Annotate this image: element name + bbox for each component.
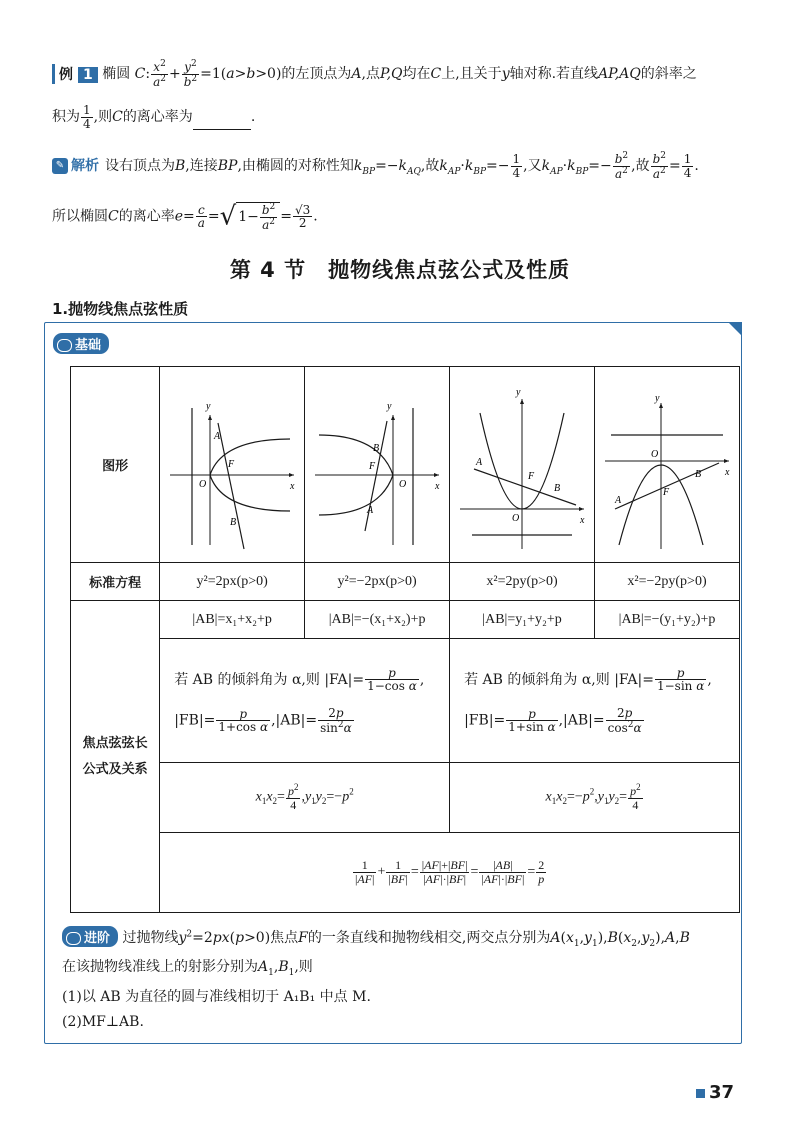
figure-down-opening <box>595 367 740 563</box>
figure-right-opening <box>160 367 305 563</box>
chord-length-cell: |AB|=−(y₁+y₂)+p <box>595 601 740 639</box>
svg-text:O: O <box>399 478 407 490</box>
basics-badge: 基础 <box>53 333 109 354</box>
subsection-title: 1.抛物线焦点弦性质 <box>52 300 189 318</box>
equation-cell: y²=−2px(p>0) <box>305 563 450 601</box>
svg-text:F: F <box>663 486 670 498</box>
advanced-line-2: 在该抛物线准线上的射影分别为$A_1,B_1$,则 <box>62 959 313 978</box>
product-formula-vertical: $x_1x_2=-p^2,y_1y_2=$ $\frac{p^2}{4}$ <box>450 763 740 833</box>
row-header-equation: 标准方程 <box>71 563 160 601</box>
svg-text:x: x <box>725 466 730 478</box>
solution-line-2: 所以椭圆C的离心率e= $\frac{c}{a}$ =√ 1− $\frac{b^2}{a^2}$ = $\frac{√3}{2}$ . <box>52 201 318 232</box>
svg-text:F: F <box>228 458 235 470</box>
svg-text:A: A <box>367 504 374 516</box>
product-formula-horizontal: $x_1x_2=$ $\frac{p^2}{4}$ $,y_1y_2=-p^2$ <box>160 763 450 833</box>
book-icon <box>66 932 81 945</box>
incline-formula-vertical: 若 AB 的倾斜角为 α,则 |FA|= $\frac{p}{\text{1−sin α}}$ , |FB|= $\frac{p}{\text{1+sin α}}$ ,|AB|= $\frac{2p}{\cos^2\alpha}$ <box>450 639 740 763</box>
page-marker-icon <box>696 1089 705 1098</box>
svg-text:A: A <box>476 456 483 468</box>
example-line-2: 积为 $\frac{1}{4}$ ,则C的离心率为 . <box>52 103 256 131</box>
svg-text:O: O <box>199 478 207 490</box>
example-tag: 例 1 <box>52 64 98 84</box>
solution-line-1: ✎ 解析 设右顶点为B,连接BP,由椭圆的对称性知$k_{BP}=-k_{AQ}$,故$k_{AP}\cdot k_{BP}=-$ $\frac{1}{4}$ ,又$k_{AP}\cdot k_{BP}=-$ $\frac{b^2}{a^2}$ ,故 $\frac{b^2}{a^2}$ = $\frac{1}{4}$ . <box>52 152 699 180</box>
svg-text:B: B <box>373 442 380 454</box>
chord-length-cell: |AB|=−(x₁+x₂)+p <box>305 601 450 639</box>
answer-blank <box>193 115 251 130</box>
figure-up-opening <box>450 367 595 563</box>
svg-text:B: B <box>695 468 702 480</box>
page-number: 37 <box>696 1082 734 1103</box>
row-header-chord: 焦点弦弦长公式及关系 <box>71 601 160 913</box>
svg-text:y: y <box>206 400 211 412</box>
reciprocal-sum-formula: $\frac{1}{|AF|}$ + $\frac{1}{|BF|}$ = $\frac{|AF|+|BF|}{|AF|\cdot|BF|}$ = $\frac{|AB|}{|AF|\cdot|BF|}$ = $\frac{2}{p}$ <box>160 833 740 913</box>
chord-length-cell: |AB|=x₁+x₂+p <box>160 601 305 639</box>
chord-length-cell: |AB|=y₁+y₂+p <box>450 601 595 639</box>
svg-text:y: y <box>655 392 660 404</box>
equation-cell: x²=2py(p>0) <box>450 563 595 601</box>
svg-text:A: A <box>214 430 221 442</box>
svg-text:y: y <box>516 386 521 398</box>
section-title: 第 4 节 抛物线焦点弦公式及性质 <box>229 258 571 282</box>
svg-text:y: y <box>387 400 392 412</box>
figure-left-opening <box>305 367 450 563</box>
advanced-line-1: 进阶 过抛物线$y^2=2px(p>0)$焦点F的一条直线和抛物线相交,两交点分别为$A(x_1,y_1),B(x_2,y_2),A,B$ <box>62 926 690 949</box>
svg-text:B: B <box>230 516 237 528</box>
row-header-figure: 图形 <box>71 367 160 563</box>
svg-text:O: O <box>512 512 520 524</box>
svg-text:A: A <box>615 494 622 506</box>
svg-text:F: F <box>369 460 376 472</box>
svg-text:O: O <box>651 448 659 460</box>
focal-chord-table <box>70 366 740 913</box>
panel-corner <box>728 322 742 336</box>
incline-formula-horizontal: 若 AB 的倾斜角为 α,则 |FA|= $\frac{p}{\text{1−cos α}}$ , |FB|= $\frac{p}{\text{1+cos α}}$ ,|AB|= $\frac{2p}{\sin^2\alpha}$ <box>160 639 450 763</box>
svg-text:x: x <box>435 480 440 492</box>
example-line-1: 例 1 椭圆 C: $\frac{x^2}{a^2}$ + $\frac{y^2}{b^2}$ =1(a>b>0)的左顶点为A,点P,Q均在C上,且关于y轴对称.若直线AP,AQ的斜率之 <box>52 60 697 88</box>
equation-cell: x²=−2py(p>0) <box>595 563 740 601</box>
book-icon <box>57 339 72 352</box>
analysis-icon: ✎ <box>52 158 68 174</box>
svg-text:F: F <box>528 470 535 482</box>
svg-text:B: B <box>554 482 561 494</box>
equation-cell: y²=2px(p>0) <box>160 563 305 601</box>
svg-text:x: x <box>290 480 295 492</box>
svg-text:x: x <box>580 514 585 526</box>
advanced-item-2: (2)MF⊥AB. <box>62 1014 144 1030</box>
advanced-item-1: (1)以 AB 为直径的圆与准线相切于 A₁B₁ 中点 M. <box>62 989 371 1005</box>
advanced-badge: 进阶 <box>62 926 118 947</box>
